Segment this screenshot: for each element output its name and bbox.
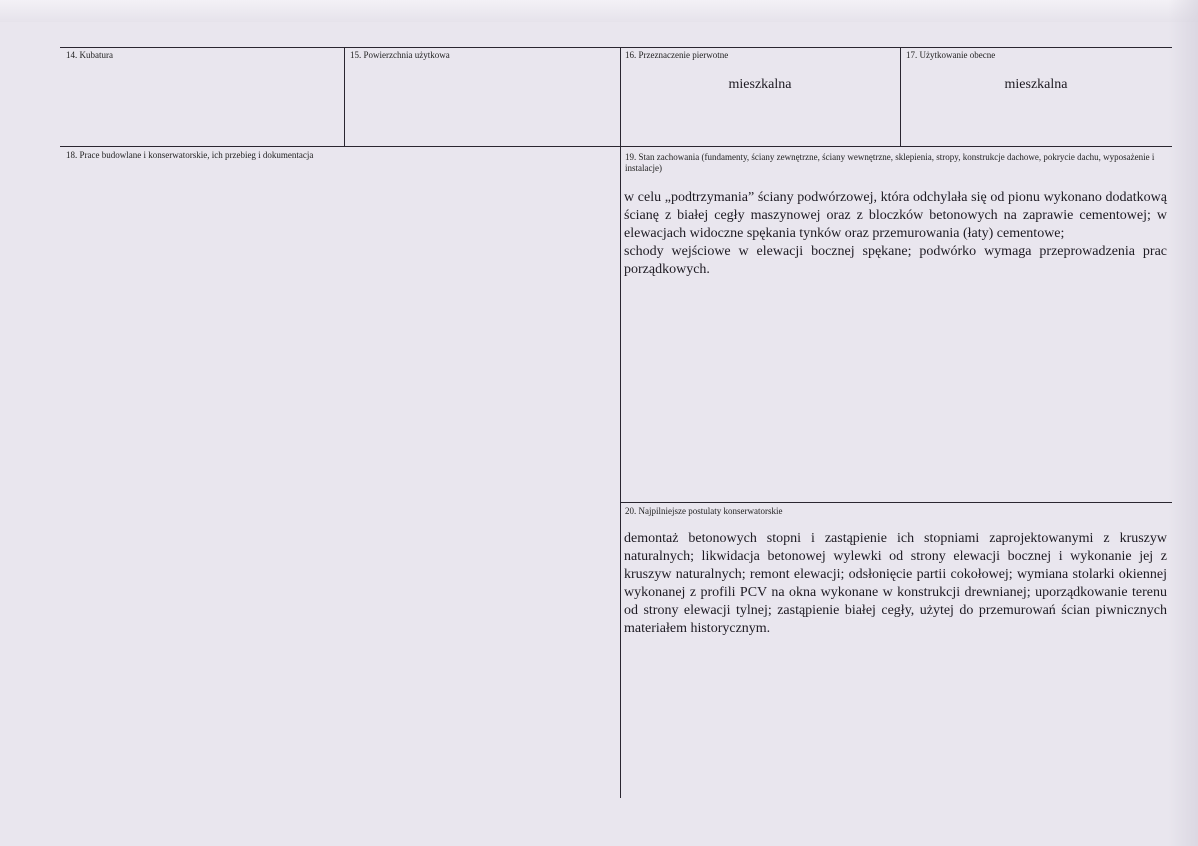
field-16-value: mieszkalna bbox=[728, 77, 792, 92]
field-16-label: 16. Przeznaczenie pierwotne bbox=[625, 50, 729, 60]
rule-box20-top bbox=[620, 502, 1172, 503]
scan-top-band bbox=[0, 0, 1198, 22]
field-20-paragraph: demontaż betonowych stopni i zastąpienie ich stopniami zaprojektowanymi z kruszyw naturalnych; likwidacja betonowej wylewki od strony elewacji bocznej i wykonanie jej z kruszyw naturalnych; remont elewacji; odsłonięcie partii cokołowej; wymiana stolarki okiennej wykonanej z profili PCV na okna wykonane w konstrukcji drewnianej; uporządkowanie terenu od strony elewacji tylnej; zastąpienie białej cegły, użytej do przemurowań ścian piwnicznych materiałem historycznym. bbox=[624, 531, 1167, 636]
field-19-paragraph: w celu „podtrzymania” ściany podwórzowej, która odchylała się od pionu wykonano dodatkową ścianę z białej cegły maszynowej oraz z bloczków betonowych na zaprawie cementowej; w elewacjach widoczne spękania tynków oraz przemurowania (łaty) cementowe; bbox=[624, 190, 1167, 241]
field-20-label: 20. Najpilniejsze postulaty konserwatorskie bbox=[625, 506, 783, 516]
rule-top bbox=[60, 47, 1172, 48]
field-19-text bbox=[624, 189, 1167, 279]
field-17-value: mieszkalna bbox=[1004, 77, 1068, 92]
scan-right-edge bbox=[1168, 0, 1198, 846]
field-20-text bbox=[624, 530, 1167, 638]
field-19-label: 19. Stan zachowania (fundamenty, ściany zewnętrzne, ściany wewnętrzne, sklepienia, stropy, konstrukcje dachowe, pokrycie dachu, wyposażenie i instalacje) bbox=[625, 152, 1155, 173]
field-17-label: 17. Użytkowanie obecne bbox=[906, 50, 996, 60]
field-14-label: 14. Kubatura bbox=[66, 50, 113, 60]
rule-col-3 bbox=[900, 47, 901, 146]
rule-col-1 bbox=[344, 47, 345, 146]
field-19-paragraph: schody wejściowe w elewacji bocznej spękane; podwórko wymaga przeprowadzenia prac porządkowych. bbox=[624, 244, 1167, 277]
field-18-label: 18. Prace budowlane i konserwatorskie, ich przebieg i dokumentacja bbox=[66, 150, 314, 160]
field-15-label: 15. Powierzchnia użytkowa bbox=[350, 50, 450, 60]
rule-col-center bbox=[620, 47, 621, 798]
rule-row1-bottom bbox=[60, 146, 1172, 147]
